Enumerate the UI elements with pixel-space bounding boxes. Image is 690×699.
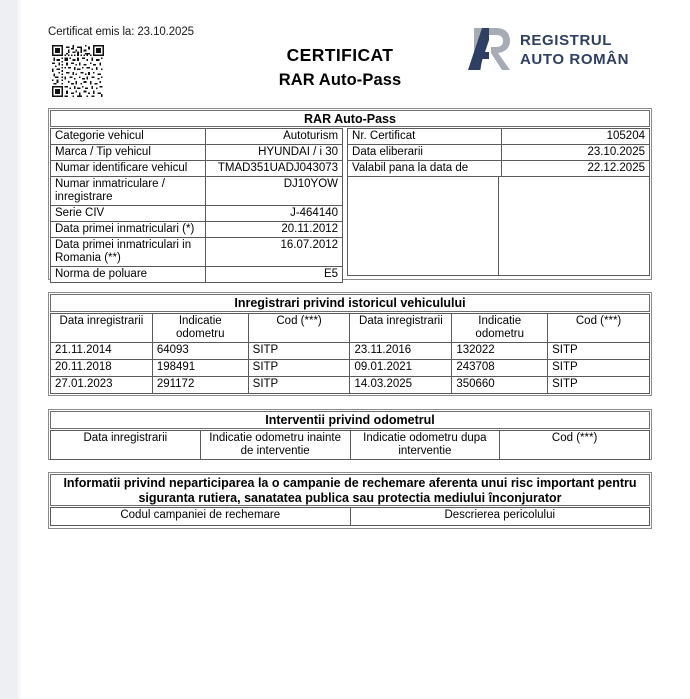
main-info-band-title: RAR Auto-Pass	[50, 110, 650, 127]
recall-band-title: Informatii privind neparticiparea la o campanie de rechemare aferenta unui risc important pentru siguranta rutiera, sanatatea publica sau protectia mediului înconjurator	[50, 474, 650, 506]
table-row	[51, 129, 343, 145]
certificate-details-table-wrap	[347, 128, 650, 279]
title-certificat: CERTIFICAT	[286, 45, 394, 65]
main-info-section	[48, 108, 652, 280]
column-header: Codul campaniei de rechemare	[51, 508, 351, 526]
vehicle-details-table-wrap	[50, 128, 343, 279]
row-value: E5	[205, 267, 342, 283]
cell-date: 14.03.2025	[350, 377, 452, 394]
row-label: Numar inmatriculare / inregistrare	[51, 177, 206, 206]
row-value: 105204	[502, 129, 650, 145]
row-label: Data eliberarii	[348, 145, 502, 161]
table-header-row	[51, 314, 650, 343]
row-value: 20.11.2012	[205, 222, 342, 238]
column-header: Data inregistrarii	[350, 314, 452, 343]
issue-date-line: Certificat emis la: 23.10.2025	[48, 26, 194, 38]
row-label: Marca / Tip vehicul	[51, 145, 206, 161]
certificate-details-empty-area	[347, 177, 650, 276]
title-rar-auto-pass: RAR Auto-Pass	[278, 71, 402, 89]
cell-odometer: 350660	[452, 377, 548, 394]
column-header: Descrierea pericolului	[350, 508, 650, 526]
column-header: Cod (***)	[500, 431, 650, 460]
empty-cell	[499, 177, 650, 276]
row-value: 22.12.2025	[502, 161, 650, 177]
table-row	[51, 360, 650, 377]
table-row	[348, 161, 650, 177]
recall-campaign-table	[50, 507, 650, 526]
vehicle-history-table	[50, 313, 650, 394]
table-header-row	[51, 431, 650, 460]
cell-code: SITP	[548, 377, 650, 394]
row-value: 23.10.2025	[502, 145, 650, 161]
row-value: J-464140	[205, 206, 342, 222]
cell-odometer: 291172	[152, 377, 248, 394]
table-row	[51, 145, 343, 161]
odometer-interventions-table	[50, 430, 650, 460]
cell-code: SITP	[248, 377, 350, 394]
document-title	[200, 44, 480, 91]
rar-logo-mark-icon	[462, 24, 516, 74]
table-header-row	[51, 508, 650, 526]
row-label: Norma de poluare	[51, 267, 206, 283]
column-header: Data inregistrarii	[51, 431, 201, 460]
row-value: 16.07.2012	[205, 238, 342, 267]
cell-code: SITP	[248, 360, 350, 377]
table-row	[348, 129, 650, 145]
cell-odometer: 243708	[452, 360, 548, 377]
row-value: Autoturism	[205, 129, 342, 145]
column-header: Indicatie odometru	[152, 314, 248, 343]
vehicle-history-section	[48, 292, 652, 396]
vehicle-details-table	[50, 128, 343, 283]
column-header: Indicatie odometru dupa interventie	[350, 431, 500, 460]
row-label: Categorie vehicul	[51, 129, 206, 145]
column-header: Indicatie odometru	[452, 314, 548, 343]
cell-date: 23.11.2016	[350, 343, 452, 360]
column-header: Cod (***)	[248, 314, 350, 343]
cell-code: SITP	[548, 343, 650, 360]
column-header: Data inregistrarii	[51, 314, 153, 343]
column-header: Cod (***)	[548, 314, 650, 343]
cell-odometer: 64093	[152, 343, 248, 360]
row-value: TMAD351UADJ043073	[205, 161, 342, 177]
recall-campaign-section	[48, 472, 652, 529]
odometer-interventions-section	[48, 409, 652, 460]
row-label: Serie CIV	[51, 206, 206, 222]
row-value: HYUNDAI / i 30	[205, 145, 342, 161]
cell-odometer: 132022	[452, 343, 548, 360]
column-header: Indicatie odometru inainte de interventie	[200, 431, 350, 460]
certificate-details-table	[347, 128, 650, 177]
cell-date: 09.01.2021	[350, 360, 452, 377]
cell-date: 21.11.2014	[51, 343, 153, 360]
logo-line-registrul: REGISTRUL	[520, 32, 613, 49]
table-row	[51, 177, 343, 206]
row-label: Data primei inmatriculari (*)	[51, 222, 206, 238]
rar-logo	[462, 24, 632, 76]
table-row	[51, 377, 650, 394]
interventions-band-title: Interventii privind odometrul	[50, 411, 650, 429]
cell-code: SITP	[548, 360, 650, 377]
table-row	[51, 222, 343, 238]
row-label: Data primei inmatriculari in Romania (**)	[51, 238, 206, 267]
history-band-title: Inregistrari privind istoricul vehiculului	[50, 294, 650, 312]
row-label: Valabil pana la data de	[348, 161, 502, 177]
row-label: Nr. Certificat	[348, 129, 502, 145]
table-row	[51, 238, 343, 267]
empty-cell	[347, 177, 498, 276]
table-row	[51, 206, 343, 222]
cell-code: SITP	[248, 343, 350, 360]
document-header	[0, 0, 690, 100]
table-row	[348, 145, 650, 161]
table-row	[51, 267, 343, 283]
table-row	[51, 343, 650, 360]
cell-odometer: 198491	[152, 360, 248, 377]
rar-logo-text	[520, 31, 629, 69]
table-row	[51, 161, 343, 177]
row-value: DJ10YOW	[205, 177, 342, 206]
logo-line-auto-roman: AUTO ROMÂN	[520, 51, 630, 68]
qr-code-icon	[46, 45, 110, 97]
row-label: Numar identificare vehicul	[51, 161, 206, 177]
cell-date: 20.11.2018	[51, 360, 153, 377]
cell-date: 27.01.2023	[51, 377, 153, 394]
